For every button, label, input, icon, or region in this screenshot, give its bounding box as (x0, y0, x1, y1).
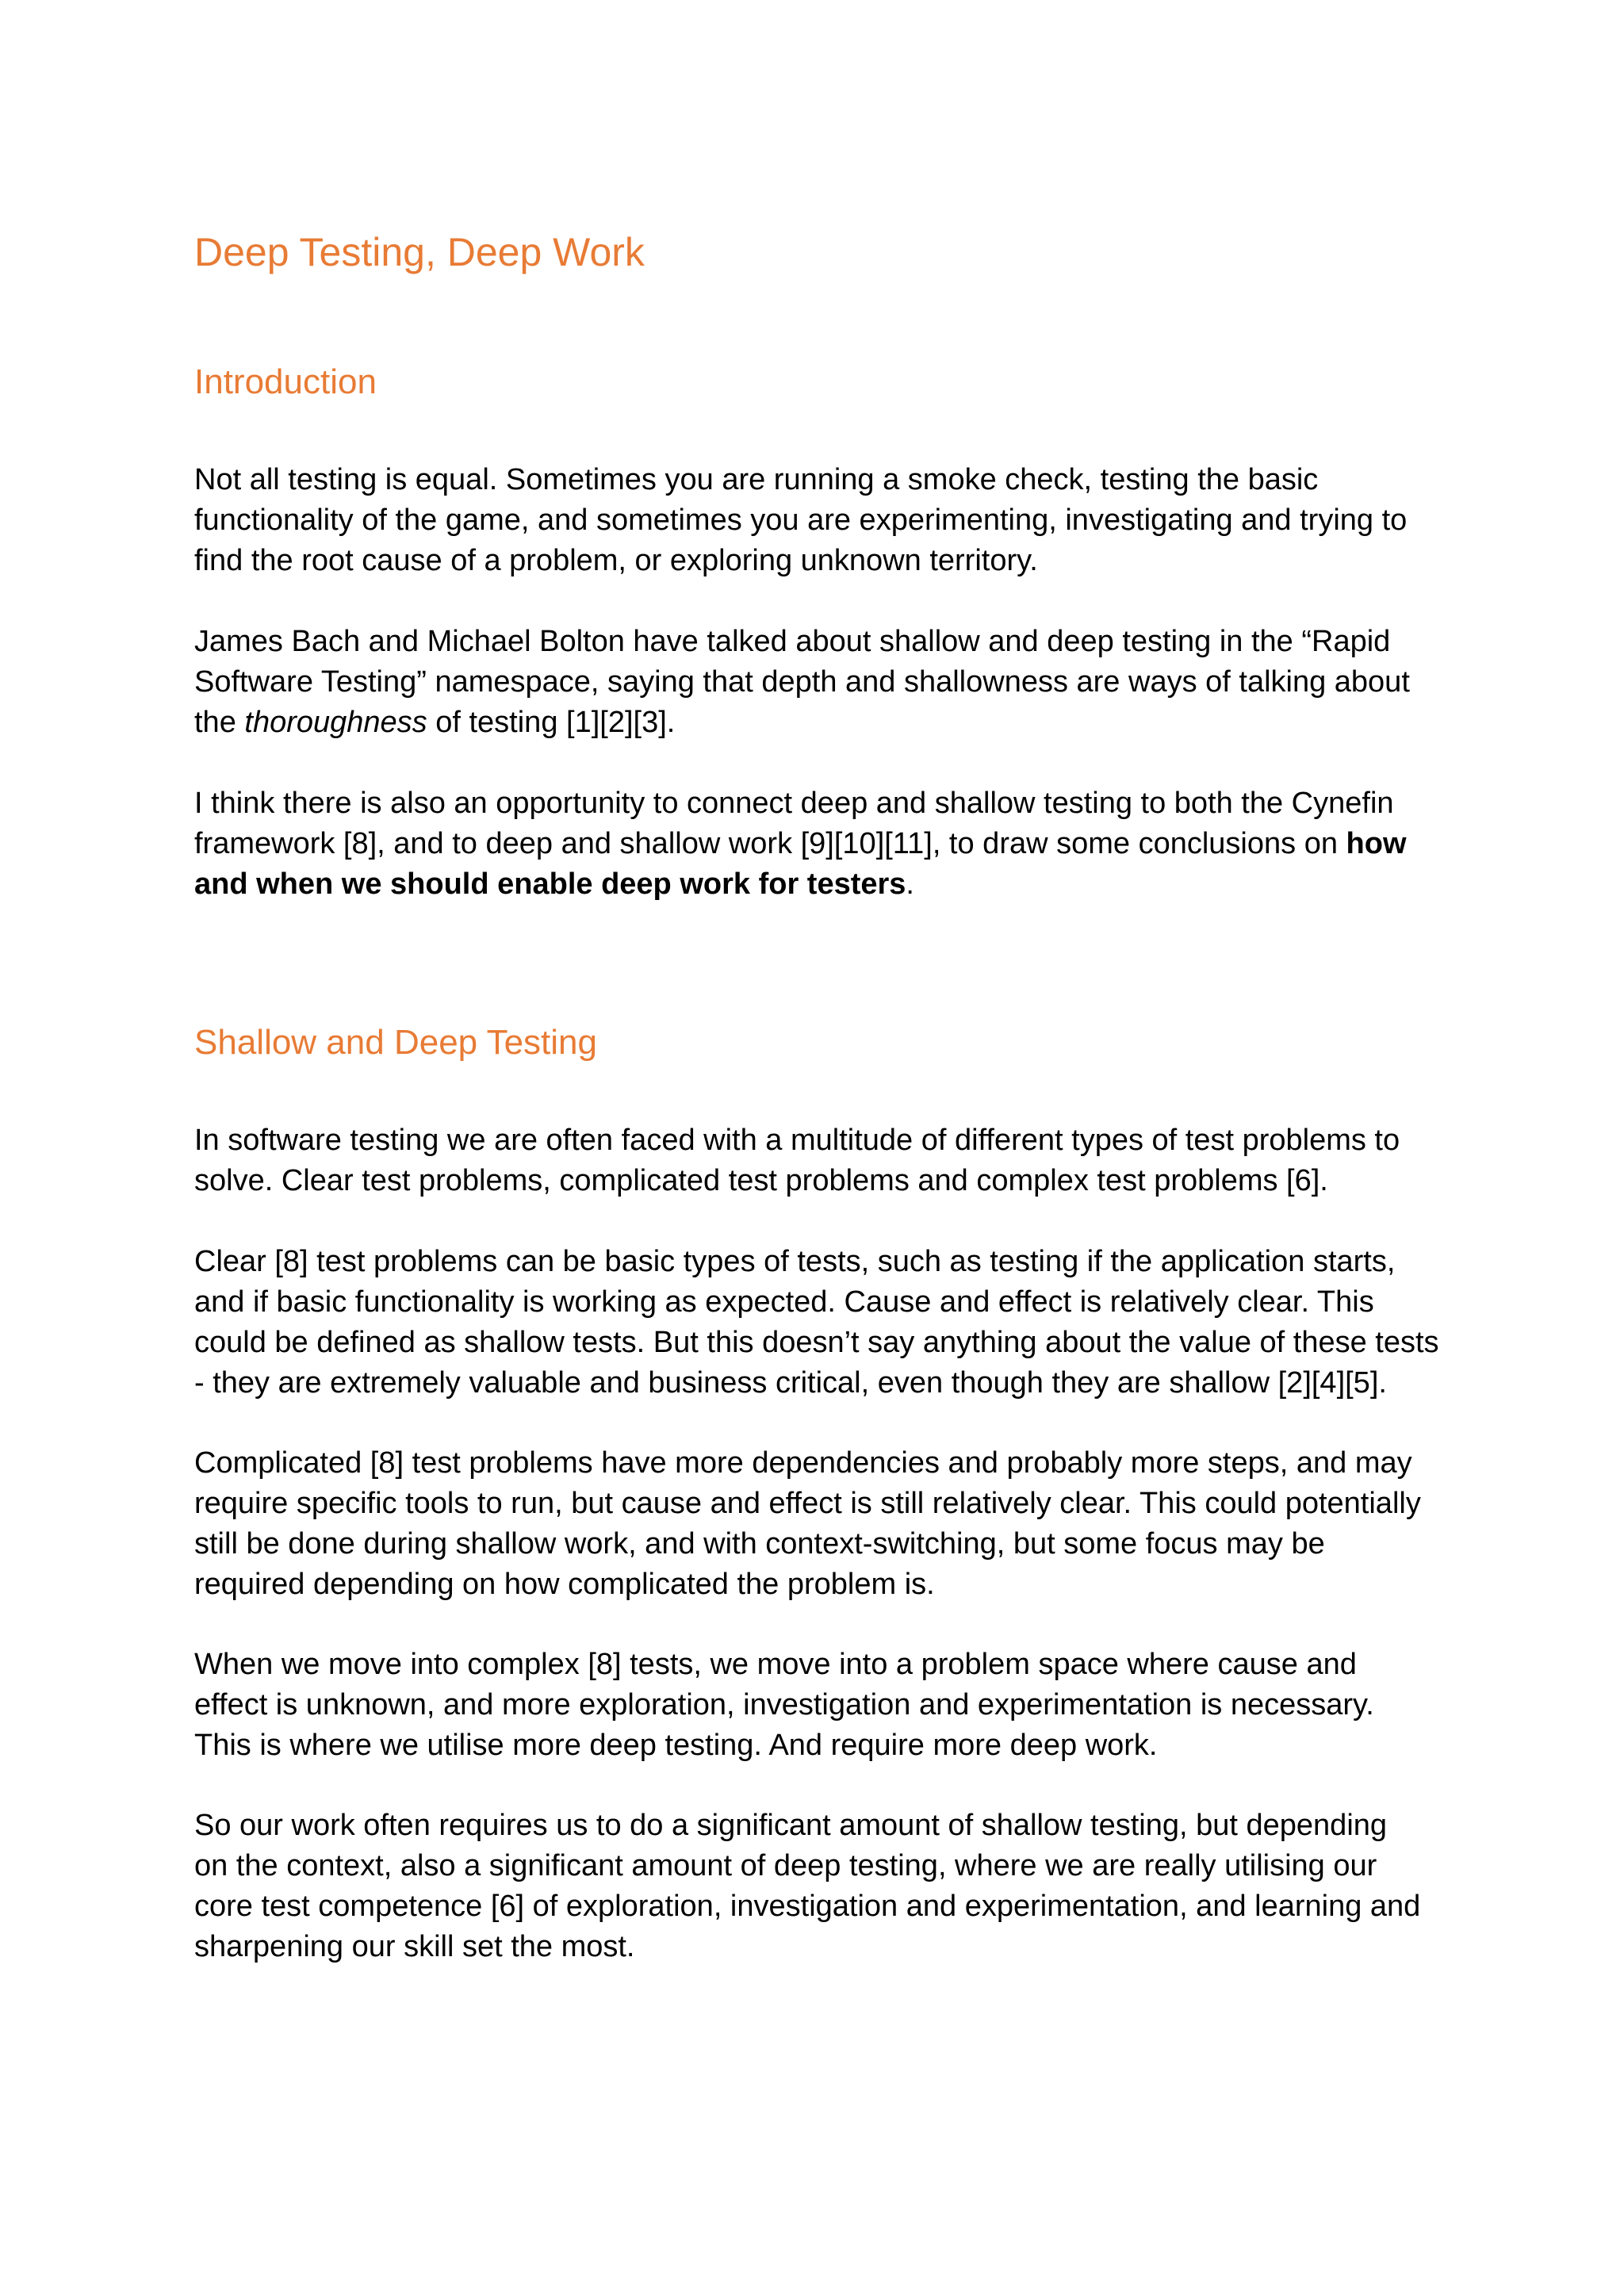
text-line: and if basic functionality is working as expected. Cause and effect is relatively clear. This (194, 1285, 1374, 1319)
body-paragraph-2 (194, 1242, 1455, 1404)
text-line: still be done during shallow work, and with context-switching, but some focus may be (194, 1527, 1325, 1561)
text-line: James Bach and Michael Bolton have talked about shallow and deep testing in the “Rapid (194, 625, 1391, 658)
text-line: effect is unknown, and more exploration, investigation and experimentation is necessary. (194, 1688, 1374, 1721)
text-line (194, 824, 1455, 864)
text-line: on the context, also a significant amount of deep testing, where we are really utilising our (194, 1849, 1377, 1882)
text-line: This is where we utilise more deep testing. And require more deep work. (194, 1729, 1158, 1762)
text-line: core test competence [6] of exploration, investigation and experimentation, and learning and (194, 1890, 1421, 1923)
text-line: - they are extremely valuable and business critical, even though they are shallow [2][4][5]. (194, 1366, 1387, 1400)
document-title: Deep Testing, Deep Work (194, 230, 645, 274)
text-line: sharpening our skill set the most. (194, 1930, 635, 1963)
body-paragraph-3 (194, 1443, 1455, 1605)
text-run: the (194, 706, 245, 739)
text-line: require specific tools to run, but cause and effect is still relatively clear. This could potentially (194, 1487, 1421, 1520)
intro-paragraph-3 (194, 783, 1455, 905)
intro-paragraph-1 (194, 460, 1455, 581)
section-heading-introduction: Introduction (194, 362, 377, 401)
text-run: framework [8], and to deep and shallow work [9][10][11], to draw some conclusions on (194, 827, 1346, 860)
bold-text: and when we should enable deep work for testers (194, 867, 906, 901)
text-line: required depending on how complicated the problem is. (194, 1568, 935, 1601)
text-line: find the root cause of a problem, or exploring unknown territory. (194, 544, 1038, 577)
text-line: When we move into complex [8] tests, we move into a problem space where cause and (194, 1648, 1357, 1681)
text-line: Software Testing” namespace, saying that depth and shallowness are ways of talking about (194, 665, 1410, 699)
body-paragraph-1 (194, 1120, 1455, 1201)
text-line: Not all testing is equal. Sometimes you are running a smoke check, testing the basic (194, 463, 1319, 496)
text-run: of testing [1][2][3]. (427, 706, 676, 739)
emphasis-thoroughness: thoroughness (244, 706, 427, 739)
text-line: I think there is also an opportunity to connect deep and shallow testing to both the Cynefin (194, 787, 1394, 820)
text-line: functionality of the game, and sometimes you are experimenting, investigating and trying to (194, 504, 1408, 537)
text-line: Complicated [8] test problems have more dependencies and probably more steps, and may (194, 1446, 1412, 1480)
text-line: In software testing we are often faced with a multitude of different types of test problems to (194, 1124, 1400, 1157)
bold-text: how (1346, 827, 1407, 860)
text-line (194, 703, 1455, 743)
text-run: . (906, 867, 914, 901)
text-line: Clear [8] test problems can be basic types of tests, such as testing if the application starts, (194, 1245, 1396, 1278)
body-paragraph-5 (194, 1806, 1455, 1967)
text-line: solve. Clear test problems, complicated test problems and complex test problems [6]. (194, 1164, 1328, 1197)
section-heading-shallow-and-deep-testing: Shallow and Deep Testing (194, 1023, 597, 1062)
text-line: could be defined as shallow tests. But this doesn’t say anything about the value of these tests (194, 1326, 1439, 1359)
text-line: So our work often requires us to do a significant amount of shallow testing, but depending (194, 1809, 1388, 1842)
body-paragraph-4 (194, 1645, 1455, 1766)
text-line (194, 864, 1455, 905)
intro-paragraph-2 (194, 622, 1455, 743)
